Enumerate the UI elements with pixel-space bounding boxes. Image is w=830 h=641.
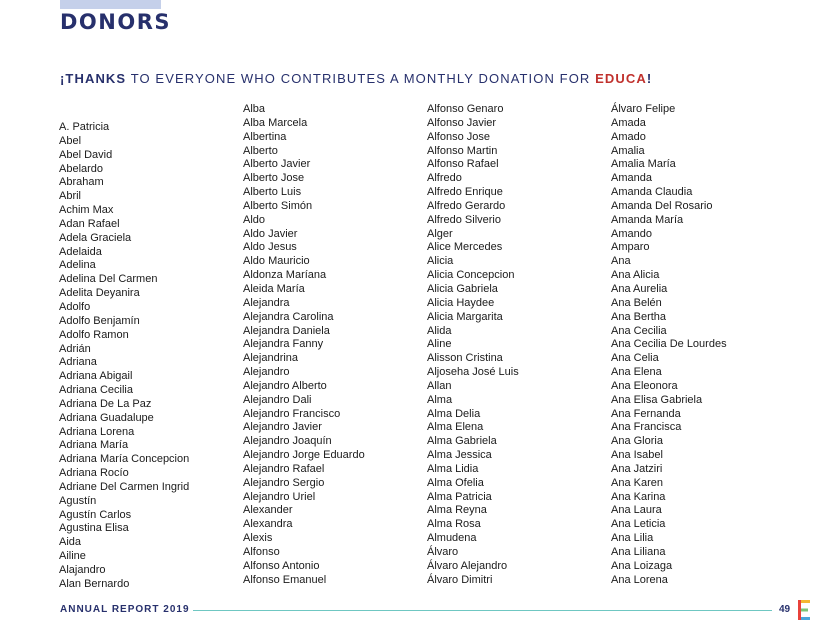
educa-logo-icon [798,600,810,620]
donor-name: Alicia Margarita [427,310,503,323]
donor-name: Alfredo [427,172,462,185]
donor-name: Aldo [243,213,266,226]
donor-name: Alejandra Carolina [243,310,334,323]
donor-name: Alger [427,227,453,240]
donor-column-3 [427,103,519,588]
donor-name: Aleida María [243,282,305,295]
thanks-suffix: ! [646,71,653,86]
donor-name: Alma Gabriela [427,435,497,448]
donor-name: Ana Aurelia [611,282,668,295]
donor-name: Alejandro Javier [243,421,322,434]
donor-name: Ana Isabel [611,449,663,462]
donor-name: Alisson Cristina [427,352,503,365]
donor-name: Ailine [59,550,86,563]
donor-name: Álvaro Alejandro [427,559,508,572]
donor-name: Alba [243,103,266,115]
donor-name: Ana Jatziri [611,462,663,475]
donor-name: Amado [611,130,646,143]
donor-name: Alejandrina [243,352,299,365]
donor-name: Abelardo [59,162,104,175]
donor-name: Alice Mercedes [427,241,503,254]
donor-name: Allan [427,379,452,392]
donor-name: Alejandro Dali [243,393,312,406]
donor-name: Aldonza Maríana [243,269,327,282]
donor-name: Alfonso Javier [427,116,497,129]
donor-name: Aldo Javier [243,227,298,240]
donor-name: Alfonso Antonio [243,559,320,572]
donor-name: Amanda María [611,213,684,226]
donor-name: Alfonso Rafael [427,158,499,171]
donor-name: Alejandra [243,296,290,309]
donor-name: Alejandro Uriel [243,490,316,503]
donor-name: Alberto Luis [243,186,302,199]
donor-name: Alma Delia [427,407,481,420]
donor-name: Álvaro [427,546,459,558]
donor-name: Amalia [611,144,645,157]
donor-name: Alma [427,393,453,406]
donor-name: Alfredo Enrique [427,186,503,199]
thanks-middle: TO EVERYONE WHO CONTRIBUTES A MONTHLY DONATION FOR [130,71,591,86]
donor-name: Ana Liliana [611,546,666,558]
donor-name: Amparo [611,241,650,254]
thanks-line [60,71,652,86]
donor-name: Achim Max [59,204,114,217]
donor-name: Alma Elena [427,421,484,434]
donor-name: Alma Lidia [427,462,479,475]
donor-name: Abel [59,134,82,147]
donor-column-1 [59,121,189,592]
donor-name: Adriana Cecilia [59,384,133,397]
donor-name: Ana Lilia [611,532,654,545]
donor-name: Ana Belén [611,296,662,309]
donor-name: Adriana De La Paz [59,397,152,410]
donor-name: Aldo Jesus [243,241,297,254]
donor-name: Adelina Del Carmen [59,273,158,286]
donor-name: Abraham [59,176,104,189]
donor-name: Ana Laura [611,504,662,517]
donor-name: Adriana Rocío [59,467,129,480]
donor-name: Alajandro [59,564,106,576]
donor-name: Alicia [427,255,454,268]
donor-name: Ana Bertha [611,310,667,323]
donor-name: Alicia Gabriela [427,282,498,295]
donor-name: Ana Cecilia De Lourdes [611,338,727,351]
donor-name: Ana Fernanda [611,407,681,420]
donor-name: Alejandro Sergio [243,476,325,489]
donor-name: Ana Lorena [611,573,668,586]
donor-name: Adan Rafael [59,217,120,230]
donor-name: Adriana [59,356,97,369]
donor-name: Almudena [427,532,477,545]
donor-name: Agustín Carlos [59,508,132,521]
footer-divider [193,610,772,611]
donor-name: Alma Reyna [427,504,487,517]
donor-name: Adelaida [59,245,102,258]
donor-name: Alejandra Fanny [243,338,324,351]
donor-column-2 [243,103,365,588]
donor-name: Ana Karina [611,490,666,503]
donor-name: Ana Karen [611,476,663,489]
donor-name: Alfonso Genaro [427,103,504,115]
donor-name: Amalia María [611,158,676,171]
donor-column-4 [611,103,727,588]
donor-name: Ana Loizaga [611,559,673,572]
donor-name: Ana Francisca [611,421,682,434]
donor-name: Aldo Mauricio [243,255,310,268]
donor-name: Alfonso Jose [427,130,490,143]
donor-name: Alba Marcela [243,116,308,129]
donor-name: Ana Eleonora [611,379,678,392]
donor-name: Alma Jessica [427,449,492,462]
donor-name: Albertina [243,130,287,143]
donor-name: Adolfo Benjamín [59,314,140,327]
donor-name: Ana Leticia [611,518,666,531]
donor-name: Agustina Elisa [59,522,129,535]
donor-name: Adolfo [59,300,91,313]
donor-name: Adelina [59,259,96,272]
donor-name: Alberto [243,144,278,157]
donor-name: Amanda [611,172,652,185]
donor-name: Alejandro Joaquín [243,435,332,448]
donor-name: Adriana María [59,439,129,452]
donor-name: Alma Ofelia [427,476,484,489]
donor-name: Alicia Haydee [427,296,495,309]
donor-name: Alexander [243,504,293,517]
donor-name: Alejandro Jorge Eduardo [243,449,365,462]
donor-name: Amada [611,116,646,129]
donor-name: Alejandro [243,366,290,379]
donor-name: Ana Cecilia [611,324,667,337]
donor-name: Alejandro Francisco [243,407,341,420]
header-accent-bar [60,0,161,9]
donor-name: Alfonso Martin [427,144,498,157]
donor-name: Ana Elena [611,366,662,379]
donor-name: Alejandra Daniela [243,324,330,337]
donor-name: Alberto Javier [243,158,311,171]
donor-name: Aline [427,338,452,351]
donor-name: Alfredo Silverio [427,213,501,226]
donor-name: Adriana Lorena [59,425,135,438]
donor-name: A. Patricia [59,121,110,133]
donor-name: Abril [59,190,82,203]
donor-name: Alma Patricia [427,490,492,503]
donor-name: Alejandro Alberto [243,379,327,392]
donor-name: Alan Bernardo [59,577,130,590]
donor-name: Alma Rosa [427,518,481,531]
donor-name: Alida [427,324,452,337]
donor-name: Adriana María Concepcion [59,453,190,466]
donor-name: Alejandro Rafael [243,462,325,475]
donor-name: Adolfo Ramon [59,328,129,341]
donor-name: Alberto Jose [243,172,305,185]
donor-name: Agustín [59,494,97,507]
donor-name: Adrián [59,342,91,355]
donor-name: Ana Elisa Gabriela [611,393,703,406]
donor-name: Álvaro Dimitri [427,573,493,586]
donor-name: Amando [611,227,652,240]
donor-name: Alfredo Gerardo [427,199,506,212]
donor-name: Ana [611,255,631,268]
page-title: DONORS [60,10,172,34]
donor-name: Adela Graciela [59,231,132,244]
footer-report-label: ANNUAL REPORT 2019 [60,604,190,615]
donor-name: Abel David [59,148,113,161]
thanks-prefix: ¡THANKS [60,71,127,86]
donor-name: Alicia Concepcion [427,269,515,282]
page-number: 49 [779,604,791,615]
donor-name: Adriana Guadalupe [59,411,154,424]
thanks-brand: EDUCA [595,71,647,86]
donor-name: Amanda Claudia [611,186,693,199]
donor-name: Ana Celia [611,352,659,365]
donor-name: Alfonso [243,546,280,558]
donor-name: Amanda Del Rosario [611,199,713,212]
donor-name: Alfonso Emanuel [243,573,327,586]
donor-name: Ana Gloria [611,435,663,448]
donor-name: Álvaro Felipe [611,103,676,115]
donor-name: Adriana Abigail [59,370,133,383]
donor-name: Aljoseha José Luis [427,366,519,379]
donor-name: Ana Alicia [611,269,660,282]
donor-name: Alberto Simón [243,199,313,212]
donor-name: Alexis [243,532,273,545]
donor-name: Adelita Deyanira [59,287,140,300]
donor-name: Aida [59,536,82,549]
donor-name: Alexandra [243,518,293,531]
donor-name: Adriane Del Carmen Ingrid [59,480,190,493]
